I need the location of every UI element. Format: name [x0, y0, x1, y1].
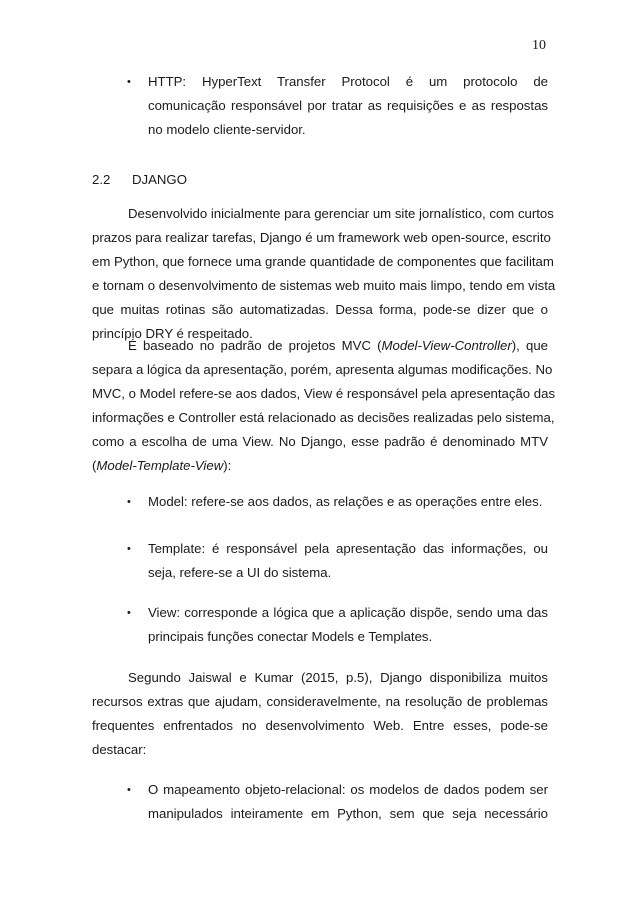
text-line: MVC, o Model refere-se aos dados, View é responsável pela apresentação das	[92, 386, 556, 401]
text-line: manipulados inteiramente em Python, sem que seja necessário	[148, 806, 548, 821]
text-line: Segundo Jaiswal e Kumar (2015, p.5), Django disponibiliza muitos	[128, 670, 548, 685]
paragraph-intro	[92, 202, 556, 346]
text-line: frequentes enfrentados no desenvolvimento Web. Entre esses, pode-se	[92, 718, 548, 733]
section-title: DJANGO	[132, 172, 187, 187]
bullet-model	[127, 490, 548, 514]
bullet-icon: •	[127, 607, 131, 619]
bullet-http	[127, 70, 548, 142]
text-line: seja, refere-se a UI do sistema.	[148, 565, 332, 580]
page-number: 10	[532, 38, 546, 53]
text-line: Template: é responsável pela apresentação das informações, ou	[148, 541, 548, 556]
paragraph-mvc	[92, 334, 556, 478]
bullet-view	[127, 601, 548, 649]
text-line: É baseado no padrão de projetos MVC (Model-View-Controller), que	[128, 338, 548, 353]
section-number: 2.2	[92, 172, 111, 187]
text-line: como a escolha de uma View. No Django, esse padrão é denominado MTV	[92, 434, 548, 449]
bullet-icon: •	[127, 496, 131, 508]
bullet-template	[127, 537, 548, 585]
bullet-icon: •	[127, 784, 131, 796]
text-line: recursos extras que ajudam, consideravelmente, na resolução de problemas	[92, 694, 548, 709]
bullet-icon: •	[127, 543, 131, 555]
text-line: prazos para realizar tarefas, Django é um framework web open-source, escrito	[92, 230, 551, 245]
text-line: Desenvolvido inicialmente para gerenciar um site jornalístico, com curtos	[128, 206, 554, 221]
bullet-icon: •	[127, 76, 131, 88]
text-line: Model: refere-se aos dados, as relações e as operações entre eles.	[148, 494, 543, 509]
text-line: separa a lógica da apresentação, porém, apresenta algumas modificações. No	[92, 362, 553, 377]
text-line: informações e Controller está relacionado as decisões realizadas pelo sistema,	[92, 410, 555, 425]
text-line: princípio DRY é respeitado.	[92, 326, 253, 341]
text-line: View: corresponde a lógica que a aplicação dispõe, sendo uma das	[148, 605, 548, 620]
text-line: (Model-Template-View):	[92, 458, 232, 473]
text-line: comunicação responsável por tratar as requisições e as respostas	[148, 98, 548, 113]
paragraph-features	[92, 666, 548, 762]
text-line: em Python, que fornece uma grande quantidade de componentes que facilitam	[92, 254, 554, 269]
text-line: e tornam o desenvolvimento de sistemas web muito mais limpo, tendo em vista	[92, 278, 556, 293]
text-line: principais funções conectar Models e Templates.	[148, 629, 433, 644]
text-line: HTTP: HyperText Transfer Protocol é um protocolo de	[148, 74, 548, 89]
bullet-orm	[127, 778, 548, 826]
text-line: que muitas rotinas são automatizadas. Dessa forma, pode-se dizer que o	[92, 302, 548, 317]
text-line: O mapeamento objeto-relacional: os modelos de dados podem ser	[148, 782, 548, 797]
text-line: no modelo cliente-servidor.	[148, 122, 306, 137]
section-heading	[92, 170, 187, 190]
text-line: destacar:	[92, 742, 147, 757]
